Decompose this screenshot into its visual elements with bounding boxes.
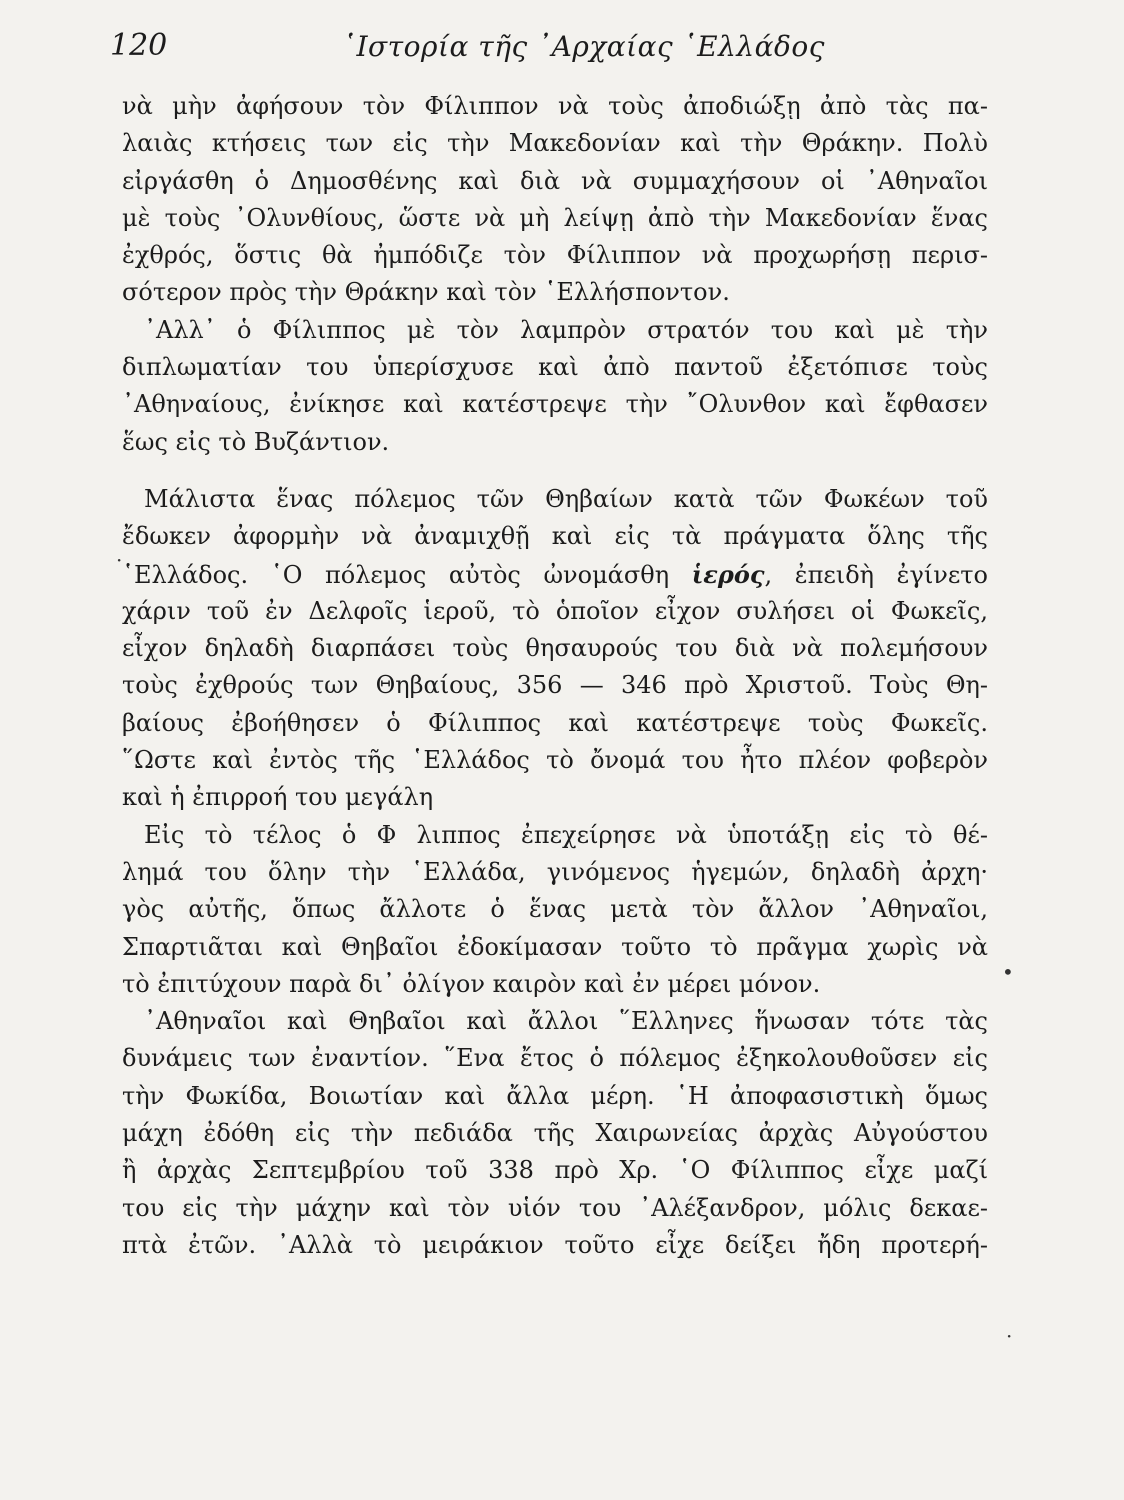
text-line: τὸ ἐπιτύχουν παρὰ δι᾿ ὀλίγον καιρὸν καὶ ἐν μέρει μόνον. bbox=[122, 969, 821, 998]
paragraph-gap bbox=[122, 461, 988, 481]
text-line: τοὺς ἐχθρούς των Θηβαίους, 356 — 346 πρὸ Χριστοῦ. Τοὺς Θη- bbox=[122, 671, 988, 700]
text-line: του εἰς τὴν μάχην καὶ τὸν υἱόν του ᾿Αλέξανδρον, μόλις δεκαε- bbox=[122, 1193, 988, 1222]
text-segment: , ἐπειδὴ ἐγίνετο bbox=[764, 560, 988, 589]
text-line: Σπαρτιᾶται καὶ Θηβαῖοι ἐδοκίμασαν τοῦτο τὸ πρᾶγμα χωρὶς νὰ bbox=[122, 932, 988, 961]
text-line: λημά του ὅλην τὴν ῾Ελλάδα, γινόμενος ἡγεμών, δηλαδὴ ἀρχη· bbox=[122, 857, 988, 886]
text-line: διπλωματίαν του ὑπερίσχυσε καὶ ἀπὸ παντοῦ ἐξετόπισε τοὺς bbox=[122, 353, 988, 382]
text-line: λαιὰς κτήσεις των εἰς τὴν Μακεδονίαν καὶ τὴν Θράκην. Πολὺ bbox=[122, 129, 988, 158]
text-line: ᾿Αλλ᾿ ὁ Φίλιππος μὲ τὸν λαμπρὸν στρατόν του καὶ μὲ τὴν bbox=[144, 315, 988, 344]
text-line-with-emphasis bbox=[122, 556, 988, 593]
text-line: εἰργάσθη ὁ Δημοσθένης καὶ διὰ νὰ συμμαχήσουν οἱ ᾿Αθηναῖοι bbox=[122, 166, 988, 195]
text-line: νὰ μὴν ἀφήσουν τὸν Φίλιππον νὰ τοὺς ἀποδιώξῃ ἀπὸ τὰς πα- bbox=[122, 92, 988, 120]
text-line: χάριν τοῦ ἐν Δελφοῖς ἱεροῦ, τὸ ὁποῖον εἶχον συλήσει οἱ Φωκεῖς, bbox=[122, 596, 988, 625]
text-line: δυνάμεις των ἐναντίον. ῞Ενα ἔτος ὁ πόλεμος ἐξηκολουθοῦσεν εἰς bbox=[122, 1044, 988, 1073]
body-text bbox=[122, 88, 988, 1264]
text-line: ἐχθρός, ὅστις θὰ ἠμπόδιζε τὸν Φίλιππον νὰ προχωρήσῃ περισ- bbox=[122, 241, 988, 270]
margin-dot-mark: · bbox=[116, 548, 123, 572]
text-line: πτὰ ἐτῶν. ᾿Αλλὰ τὸ μειράκιον τοῦτο εἶχε δείξει ἤδη προτερή- bbox=[122, 1230, 988, 1259]
text-line: σότερον πρὸς τὴν Θράκην καὶ τὸν ῾Ελλήσποντον. bbox=[122, 278, 730, 307]
text-line: ᾿Αθηναῖοι καὶ Θηβαῖοι καὶ ἄλλοι ῞Ελληνες ἥνωσαν τότε τὰς bbox=[144, 1007, 988, 1036]
text-line: τὴν Φωκίδα, Βοιωτίαν καὶ ἄλλα μέρη. ῾Η ἀποφασιστικὴ ὅμως bbox=[122, 1081, 988, 1110]
text-line: Μάλιστα ἕνας πόλεμος τῶν Θηβαίων κατὰ τῶν Φωκέων τοῦ bbox=[144, 484, 988, 513]
text-line: βαίους ἐβοήθησεν ὁ Φίλιππος καὶ κατέστρεψε τοὺς Φωκεῖς. bbox=[122, 708, 988, 737]
page-number: 120 bbox=[110, 28, 168, 63]
text-line: ἕως εἰς τὸ Βυζάντιον. bbox=[122, 427, 390, 456]
text-line: ἔδωκεν ἀφορμὴν νὰ ἀναμιχθῇ καὶ εἰς τὰ πράγματα ὅλης τῆς bbox=[122, 522, 988, 551]
running-title: ῾Ιστορία τῆς ᾿Αρχαίας ῾Ελλάδος bbox=[342, 30, 825, 63]
text-line: ἢ ἀρχὰς Σεπτεμβρίου τοῦ 338 πρὸ Χρ. ῾Ο Φίλιππος εἶχε μαζί bbox=[122, 1156, 988, 1185]
text-line: Εἰς τὸ τέλος ὁ Φ λιππος ἐπεχείρησε νὰ ὑποτάξῃ εἰς τὸ θέ- bbox=[144, 820, 988, 849]
text-line: καὶ ἡ ἐπιρροή του μεγάλη bbox=[122, 783, 434, 812]
emphasized-term: ἱερός bbox=[691, 559, 765, 589]
text-line: ᾿Αθηναίους, ἐνίκησε καὶ κατέστρεψε τὴν ῎Ολυνθον καὶ ἔφθασεν bbox=[122, 390, 988, 419]
margin-bullet-mark: • bbox=[1002, 960, 1014, 984]
text-line: μάχη ἐδόθη εἰς τὴν πεδιάδα τῆς Χαιρωνείας ἀρχὰς Αὐγούστου bbox=[122, 1119, 988, 1148]
text-line: ῞Ωστε καὶ ἐντὸς τῆς ῾Ελλάδος τὸ ὄνομά του ἦτο πλέον φοβερὸν bbox=[122, 746, 988, 775]
text-segment: ῾Ελλάδος. ῾Ο πόλεμος αὐτὸς ὠνομάσθη bbox=[122, 560, 670, 589]
margin-dot-mark: · bbox=[1006, 1324, 1013, 1348]
text-line: εἶχον δηλαδὴ διαρπάσει τοὺς θησαυρούς του διὰ νὰ πολεμήσουν bbox=[122, 634, 988, 663]
text-line: μὲ τοὺς ᾿Ολυνθίους, ὥστε νὰ μὴ λείψῃ ἀπὸ τὴν Μακεδονίαν ἕνας bbox=[122, 203, 988, 232]
text-line: γὸς αὐτῆς, ὅπως ἄλλοτε ὁ ἕνας μετὰ τὸν ἄλλον ᾿Αθηναῖοι, bbox=[122, 895, 988, 924]
page-header bbox=[110, 28, 1010, 68]
